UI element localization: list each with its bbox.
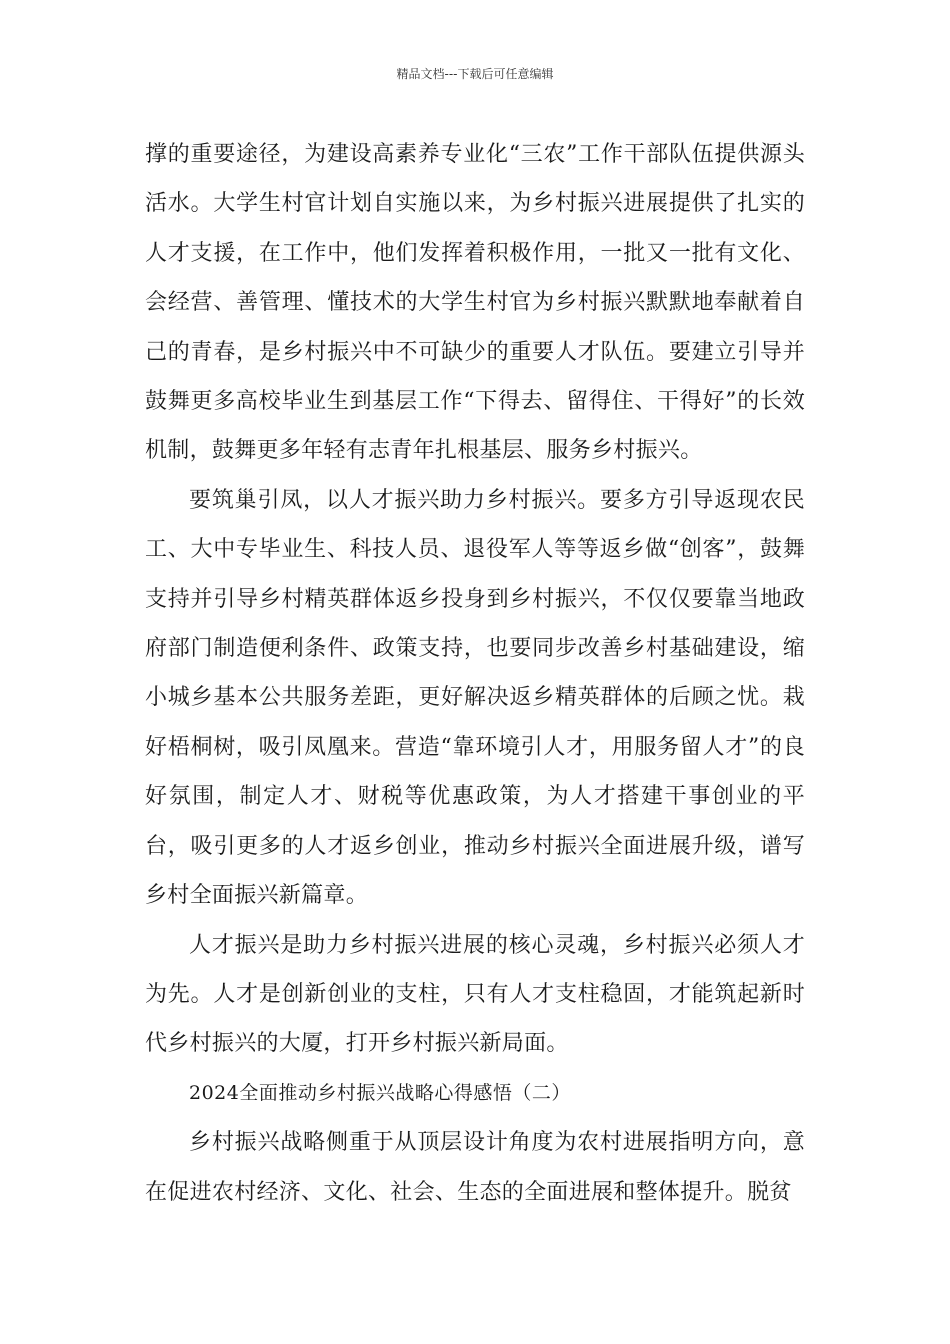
page-header: 精品文档---下载后可任意编辑 [396, 67, 554, 81]
document-body [145, 130, 805, 1217]
paragraph: 撑的重要途径，为建设高素养专业化“三农”工作干部队伍提供源头活水。大学生村官计划自实施以来，为乡村振兴进展提供了扎实的人才支援，在工作中，他们发挥着积极作用，一批又一批有文化、会经营、善管理、懂技术的大学生村官为乡村振兴默默地奉献着自己的青春，是乡村振兴中不可缺少的重要人才队伍。要建立引导并鼓舞更多高校毕业生到基层工作“下得去、留得住、干得好”的长效机制，鼓舞更多年轻有志青年扎根基层、服务乡村振兴。 [145, 142, 805, 464]
paragraph: 要筑巢引凤，以人才振兴助力乡村振兴。要多方引导返现农民工、大中专毕业生、科技人员、退役军人等等返乡做“创客”，鼓舞支持并引导乡村精英群体返乡投身到乡村振兴，不仅仅要靠当地政府部门制造便利条件、政策支持，也要同步改善乡村基础建设，缩小城乡基本公共服务差距，更好解决返乡精英群体的后顾之忧。栽好梧桐树，吸引凤凰来。营造“靠环境引人才，用服务留人才”的良好氛围，制定人才、财税等优惠政策，为人才搭建干事创业的平台，吸引更多的人才返乡创业，推动乡村振兴全面进展升级，谱写乡村全面振兴新篇章。 [145, 487, 805, 909]
section-heading: 2024全面推动乡村振兴战略心得感悟（二） [189, 1081, 571, 1104]
paragraph: 人才振兴是助力乡村振兴进展的核心灵魂，乡村振兴必须人才为先。人才是创新创业的支柱，只有人才支柱稳固，才能筑起新时代乡村振兴的大厦，打开乡村振兴新局面。 [145, 932, 805, 1057]
paragraph: 乡村振兴战略侧重于从顶层设计角度为农村进展指明方向，意在促进农村经济、文化、社会、生态的全面进展和整体提升。脱贫 [145, 1130, 805, 1205]
